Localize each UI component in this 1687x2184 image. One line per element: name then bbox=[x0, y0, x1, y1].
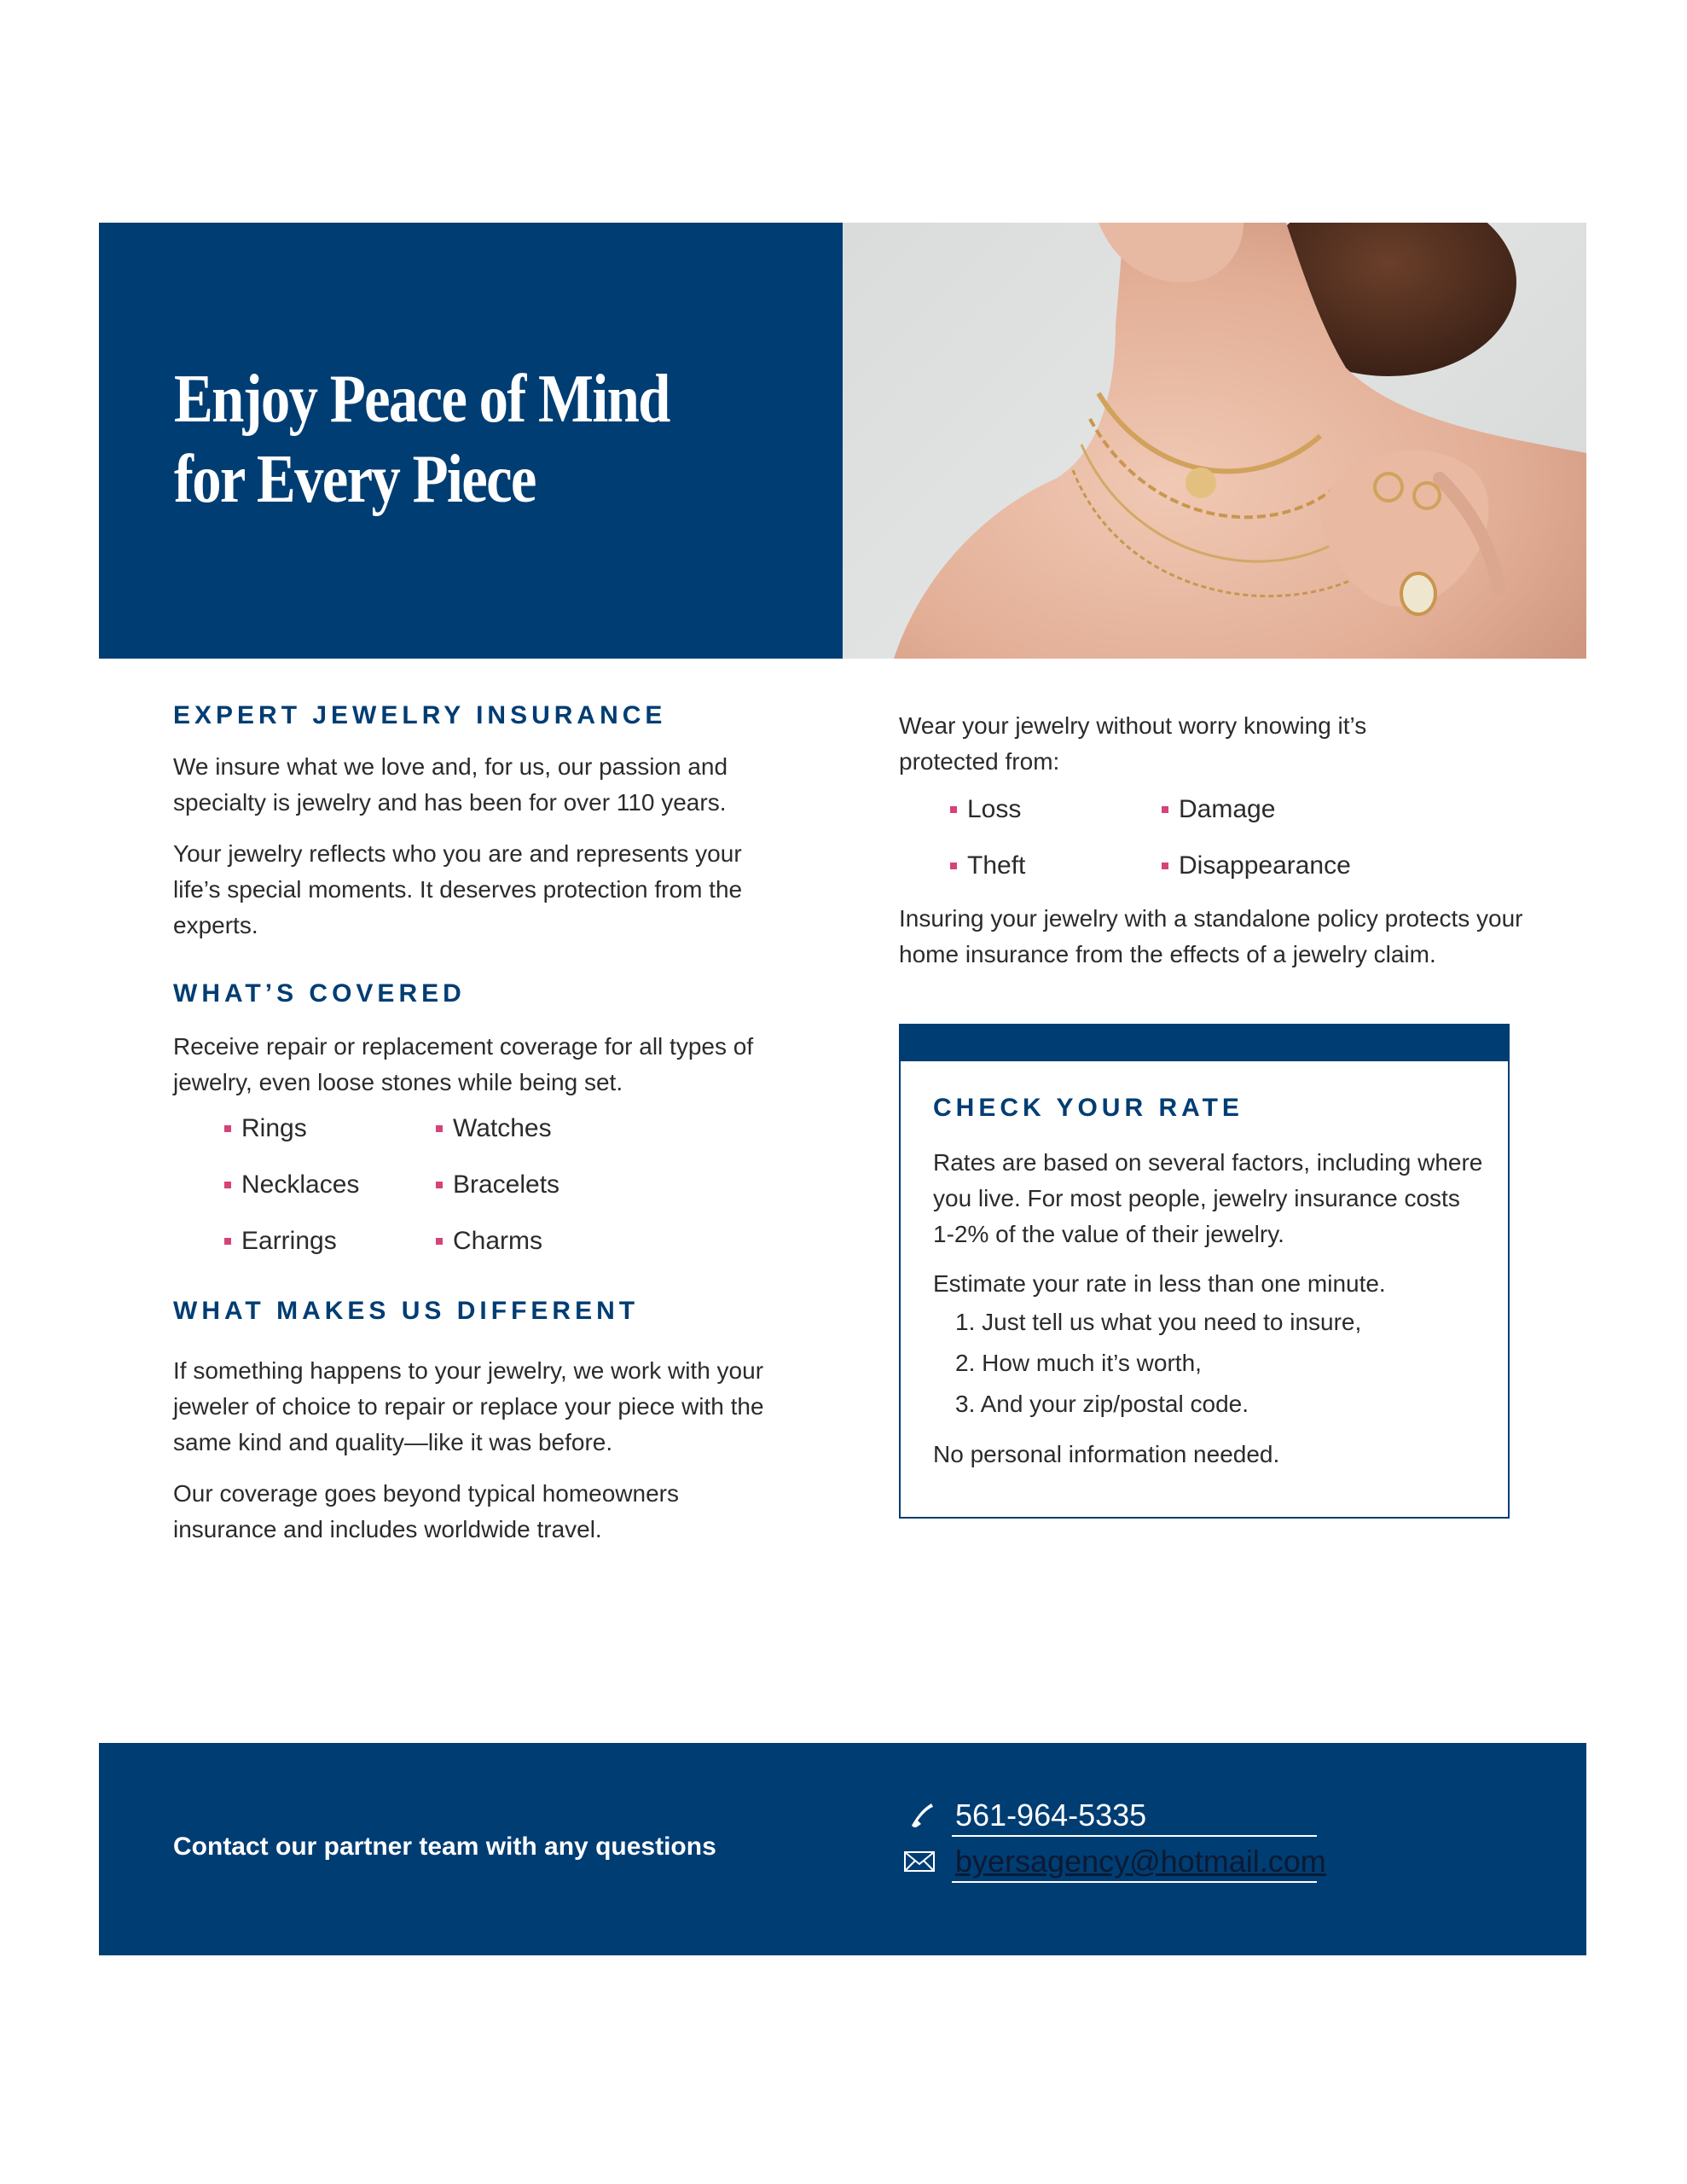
hero-photo bbox=[843, 223, 1586, 659]
protected-intro: Wear your jewelry without worry knowing it’s protected from: bbox=[899, 712, 1367, 775]
envelope-icon bbox=[902, 1844, 936, 1879]
rate-heading: CHECK YOUR RATE bbox=[933, 1094, 1244, 1122]
check-rate-box bbox=[899, 1024, 1510, 1519]
expert-heading: EXPERT JEWELRY INSURANCE bbox=[173, 701, 667, 729]
phone-underline bbox=[952, 1835, 1317, 1837]
expert-paragraph-2: Your jewelry reflects who you are and represents your life’s special moments. It deserves protection from the experts. bbox=[173, 840, 743, 938]
list-item: Charms bbox=[436, 1223, 692, 1259]
email-row[interactable] bbox=[902, 1844, 1326, 1879]
different-heading: WHAT MAKES US DIFFERENT bbox=[173, 1297, 640, 1325]
phone-link[interactable]: 561-964-5335 bbox=[955, 1798, 1147, 1833]
footer-contact-text: Contact our partner team with any questions bbox=[173, 1833, 716, 1861]
list-item: 1. Just tell us what you need to insure, bbox=[955, 1309, 1362, 1335]
bullet-icon bbox=[436, 1238, 443, 1245]
email-underline bbox=[952, 1881, 1317, 1883]
rate-paragraph-2: Estimate your rate in less than one minute. bbox=[933, 1270, 1386, 1297]
expert-paragraph-1: We insure what we love and, for us, our passion and specialty is jewelry and has been for over 110 years. bbox=[173, 753, 728, 816]
bullet-icon bbox=[436, 1182, 443, 1188]
bullet-icon bbox=[1162, 806, 1168, 813]
contact-footer bbox=[99, 1743, 1586, 1955]
right-column bbox=[899, 708, 1547, 973]
list-item: Necklaces bbox=[224, 1167, 436, 1203]
rate-box-header-bar bbox=[901, 1025, 1508, 1061]
list-item: 3. And your zip/postal code. bbox=[955, 1391, 1249, 1417]
bullet-icon bbox=[1162, 863, 1168, 869]
bullet-icon bbox=[224, 1238, 231, 1245]
left-column bbox=[173, 701, 787, 1548]
list-item: Rings bbox=[224, 1111, 436, 1147]
list-item: Earrings bbox=[224, 1223, 436, 1259]
hero-banner bbox=[99, 223, 1586, 659]
phone-row[interactable] bbox=[902, 1798, 1146, 1833]
bullet-icon bbox=[950, 806, 957, 813]
protected-outro: Insuring your jewelry with a standalone policy protects your home insurance from the effects of a jewelry claim. bbox=[899, 905, 1523, 967]
jewelry-model-illustration bbox=[843, 223, 1586, 659]
rate-paragraph-1: Rates are based on several factors, including where you live. For most people, jewelry insurance costs 1-2% of the value of their jewelry. bbox=[933, 1149, 1483, 1247]
covered-heading: WHAT’S COVERED bbox=[173, 979, 466, 1008]
rate-steps-list bbox=[955, 1302, 1487, 1425]
list-item: Bracelets bbox=[436, 1167, 692, 1203]
hero-title-panel bbox=[99, 223, 843, 659]
covered-paragraph: Receive repair or replacement coverage for all types of jewelry, even loose stones while being set. bbox=[173, 1033, 754, 1095]
bullet-icon bbox=[224, 1182, 231, 1188]
list-item: Damage bbox=[1162, 792, 1417, 828]
email-link[interactable]: byersagency@hotmail.com bbox=[955, 1844, 1326, 1879]
different-paragraph-2: Our coverage goes beyond typical homeowners insurance and includes worldwide travel. bbox=[173, 1480, 680, 1542]
list-item: Loss bbox=[950, 792, 1162, 828]
different-paragraph-1: If something happens to your jewelry, we work with your jeweler of choice to repair or replace your piece with the same kind and quality—like it was before. bbox=[173, 1357, 764, 1455]
rate-box-content bbox=[933, 1094, 1487, 1472]
hero-title-line2: for Every Piece bbox=[174, 442, 536, 517]
covered-list bbox=[224, 1111, 787, 1259]
list-item: Watches bbox=[436, 1111, 692, 1147]
hero-title-line1: Enjoy Peace of Mind bbox=[174, 362, 670, 437]
list-item: Disappearance bbox=[1162, 848, 1417, 884]
bullet-icon bbox=[224, 1125, 231, 1132]
list-item: 2. How much it’s worth, bbox=[955, 1350, 1202, 1376]
phone-icon bbox=[902, 1798, 936, 1833]
hero-title bbox=[174, 359, 687, 520]
protected-list bbox=[950, 792, 1547, 884]
bullet-icon bbox=[436, 1125, 443, 1132]
bullet-icon bbox=[950, 863, 957, 869]
list-item: Theft bbox=[950, 848, 1162, 884]
rate-paragraph-3: No personal information needed. bbox=[933, 1441, 1280, 1467]
